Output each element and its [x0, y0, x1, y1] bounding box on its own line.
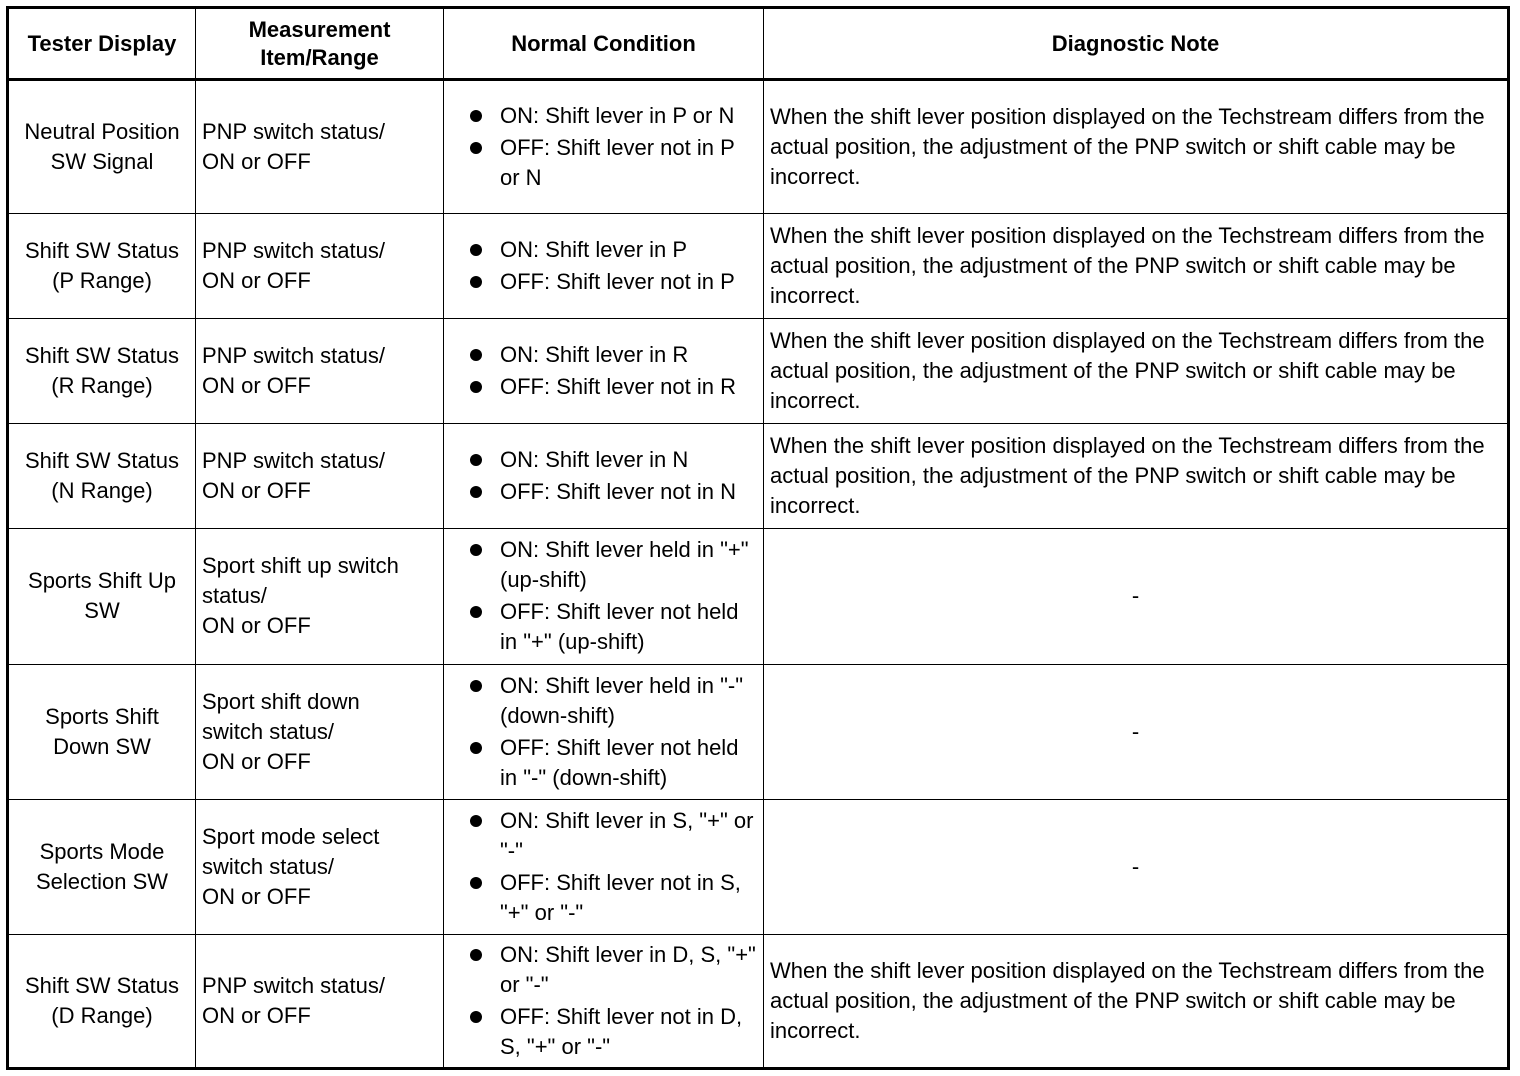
cell-normal-condition [444, 319, 764, 424]
cell-normal-condition [444, 934, 764, 1068]
measurement-line: ON or OFF [202, 883, 311, 909]
condition-list [464, 340, 759, 402]
bullet-icon [470, 544, 482, 556]
condition-item [464, 1002, 759, 1062]
measurement-line: ON or OFF [202, 373, 311, 399]
tester-display-line: SW Signal [50, 149, 154, 175]
bullet-icon [470, 110, 482, 122]
bullet-icon [470, 486, 482, 498]
cell-normal-condition [444, 664, 764, 799]
header-tester-display: Tester Display [8, 8, 196, 80]
condition-list [464, 940, 759, 1062]
cell-tester-display [8, 80, 196, 214]
tester-display-line: (R Range) [51, 373, 153, 399]
bullet-icon [470, 815, 482, 827]
measurement-line: ON or OFF [202, 748, 311, 774]
condition-text: OFF: Shift lever not in R [500, 374, 736, 400]
condition-text: OFF: Shift lever not in N [500, 479, 736, 505]
cell-measurement [196, 529, 444, 664]
bullet-icon [470, 381, 482, 393]
bullet-icon [470, 349, 482, 361]
condition-list [464, 671, 759, 793]
tester-display-line: Neutral Position [24, 119, 180, 145]
condition-text: ON: Shift lever held in "-" (down-shift) [500, 672, 744, 728]
table-row [8, 319, 1509, 424]
tester-display-line: Down SW [53, 733, 151, 759]
cell-diagnostic-note: When the shift lever position displayed on the Techstream differs from the actual position, the adjustment of the PNP switch or shift cable may be incorrect. [764, 424, 1509, 529]
cell-normal-condition [444, 529, 764, 664]
condition-item [464, 868, 759, 928]
bullet-icon [470, 680, 482, 692]
condition-item [464, 133, 759, 193]
condition-item [464, 733, 759, 793]
measurement-line: PNP switch status/ [202, 972, 385, 998]
bullet-icon [470, 606, 482, 618]
condition-text: ON: Shift lever in D, S, "+" or "-" [500, 941, 756, 997]
cell-normal-condition [444, 799, 764, 934]
cell-measurement [196, 424, 444, 529]
diagnostic-data-table [6, 6, 1510, 1070]
tester-display-line: (D Range) [51, 1002, 153, 1028]
cell-normal-condition [444, 424, 764, 529]
cell-normal-condition [444, 80, 764, 214]
bullet-icon [470, 244, 482, 256]
condition-item [464, 597, 759, 657]
table-header [8, 8, 1509, 80]
tester-display-line: Shift SW Status [24, 448, 180, 474]
cell-measurement [196, 664, 444, 799]
tester-display-line: Sports Mode [39, 838, 165, 864]
table-row [8, 934, 1509, 1068]
tester-display-line: (N Range) [51, 478, 153, 504]
cell-tester-display [8, 799, 196, 934]
condition-item [464, 806, 759, 866]
cell-diagnostic-note: When the shift lever position displayed on the Techstream differs from the actual position, the adjustment of the PNP switch or shift cable may be incorrect. [764, 934, 1509, 1068]
bullet-icon [470, 276, 482, 288]
measurement-line: switch status/ [202, 853, 335, 879]
cell-diagnostic-note: - [764, 529, 1509, 664]
table-row [8, 214, 1509, 319]
cell-measurement [196, 934, 444, 1068]
condition-item [464, 235, 759, 265]
cell-diagnostic-note: - [764, 799, 1509, 934]
bullet-icon [470, 877, 482, 889]
condition-text: ON: Shift lever held in "+" (up-shift) [500, 537, 749, 593]
bullet-icon [470, 742, 482, 754]
table-row [8, 664, 1509, 799]
condition-item [464, 267, 759, 297]
condition-text: ON: Shift lever in R [500, 342, 689, 368]
condition-text: ON: Shift lever in N [500, 447, 689, 473]
table-row [8, 80, 1509, 214]
condition-text: OFF: Shift lever not held in "+" (up-shift) [500, 599, 739, 655]
cell-tester-display [8, 934, 196, 1068]
condition-item [464, 477, 759, 507]
measurement-line: status/ [202, 583, 267, 609]
condition-item [464, 101, 759, 131]
cell-diagnostic-note: When the shift lever position displayed on the Techstream differs from the actual position, the adjustment of the PNP switch or shift cable may be incorrect. [764, 80, 1509, 214]
measurement-line: Sport shift down [202, 688, 360, 714]
tester-display-line: Sports Shift [45, 703, 159, 729]
tester-display-line: Shift SW Status [24, 238, 180, 264]
header-normal-condition: Normal Condition [444, 8, 764, 80]
condition-text: ON: Shift lever in P or N [500, 103, 735, 129]
cell-measurement [196, 799, 444, 934]
condition-text: OFF: Shift lever not in P or N [500, 135, 735, 191]
cell-measurement [196, 319, 444, 424]
measurement-line: ON or OFF [202, 613, 311, 639]
tester-display-line: Selection SW [35, 868, 169, 894]
cell-measurement [196, 214, 444, 319]
tester-display-line: Shift SW Status [24, 343, 180, 369]
condition-list [464, 101, 759, 193]
bullet-icon [470, 142, 482, 154]
header-measurement-line2: Item/Range [260, 44, 379, 70]
bullet-icon [470, 1011, 482, 1023]
cell-tester-display [8, 664, 196, 799]
condition-item [464, 535, 759, 595]
cell-normal-condition [444, 214, 764, 319]
table-row [8, 424, 1509, 529]
tester-display-line: Shift SW Status [24, 972, 180, 998]
tester-display-line: SW [84, 598, 120, 624]
condition-item [464, 340, 759, 370]
table-row [8, 799, 1509, 934]
cell-tester-display [8, 319, 196, 424]
measurement-line: Sport shift up switch [202, 553, 399, 579]
measurement-line: switch status/ [202, 718, 335, 744]
condition-text: OFF: Shift lever not in S, "+" or "-" [500, 869, 741, 925]
measurement-line: PNP switch status/ [202, 343, 385, 369]
condition-list [464, 535, 759, 657]
measurement-line: Sport mode select [202, 823, 380, 849]
tester-display-line: (P Range) [52, 268, 152, 294]
bullet-icon [470, 949, 482, 961]
measurement-line: PNP switch status/ [202, 448, 385, 474]
condition-item [464, 445, 759, 475]
cell-tester-display [8, 424, 196, 529]
cell-diagnostic-note: - [764, 664, 1509, 799]
measurement-line: ON or OFF [202, 1002, 311, 1028]
measurement-line: PNP switch status/ [202, 238, 385, 264]
condition-text: ON: Shift lever in P [500, 237, 688, 263]
measurement-line: PNP switch status/ [202, 119, 385, 145]
condition-text: OFF: Shift lever not held in "-" (down-shift) [500, 734, 739, 790]
header-measurement [196, 8, 444, 80]
condition-item [464, 940, 759, 1000]
measurement-line: ON or OFF [202, 268, 311, 294]
condition-list [464, 445, 759, 507]
condition-item [464, 372, 759, 402]
cell-diagnostic-note: When the shift lever position displayed on the Techstream differs from the actual position, the adjustment of the PNP switch or shift cable may be incorrect. [764, 214, 1509, 319]
condition-list [464, 235, 759, 297]
condition-list [464, 806, 759, 928]
measurement-line: ON or OFF [202, 149, 311, 175]
cell-diagnostic-note: When the shift lever position displayed on the Techstream differs from the actual position, the adjustment of the PNP switch or shift cable may be incorrect. [764, 319, 1509, 424]
condition-item [464, 671, 759, 731]
cell-tester-display [8, 529, 196, 664]
bullet-icon [470, 454, 482, 466]
tester-display-line: Sports Shift Up [28, 568, 176, 594]
header-diagnostic-note: Diagnostic Note [764, 8, 1509, 80]
measurement-line: ON or OFF [202, 478, 311, 504]
document-page [6, 6, 1507, 1070]
table-body [8, 80, 1509, 1069]
condition-text: OFF: Shift lever not in D, S, "+" or "-" [500, 1003, 743, 1059]
header-row [8, 8, 1509, 80]
header-measurement-line1: Measurement [248, 16, 391, 42]
table-row [8, 529, 1509, 664]
condition-text: OFF: Shift lever not in P [500, 269, 735, 295]
cell-measurement [196, 80, 444, 214]
cell-tester-display [8, 214, 196, 319]
condition-text: ON: Shift lever in S, "+" or "-" [500, 807, 754, 863]
